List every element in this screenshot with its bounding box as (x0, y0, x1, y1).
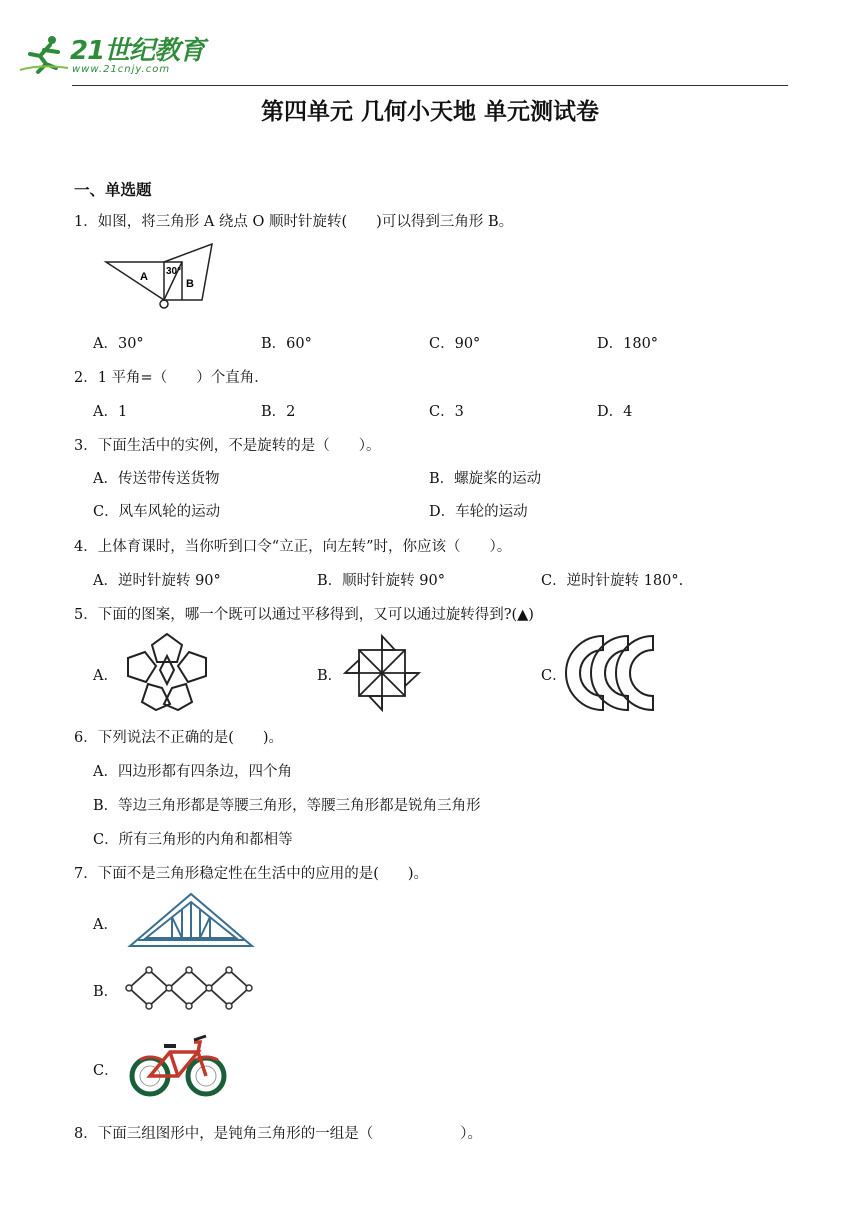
arcs-figure (568, 634, 658, 712)
q2-option-d[interactable]: D．4 (597, 404, 633, 420)
runner-logo-icon (20, 34, 70, 74)
q4-option-b[interactable]: B．顺时针旋转 90° (317, 573, 445, 589)
q7-option-b[interactable]: B． (93, 984, 119, 1000)
header-divider (72, 85, 788, 86)
label-a: A (140, 271, 148, 283)
q6-option-c[interactable]: C．所有三角形的内角和都相等 (93, 832, 293, 848)
q5-option-a[interactable]: A． (93, 668, 118, 684)
q7-option-c[interactable]: C． (93, 1063, 119, 1079)
q5-option-c[interactable]: C． (541, 668, 567, 684)
question-4: 4．上体育课时，当你听到口令“立正，向左转”时，你应该（ ）。 (74, 539, 512, 555)
q2-option-b[interactable]: B．2 (261, 404, 296, 420)
question-3: 3．下面生活中的实例，不是旋转的是（ ）。 (74, 438, 381, 454)
q1-option-b[interactable]: B．60° (261, 336, 312, 352)
q3-option-d[interactable]: D．车轮的运动 (429, 504, 528, 520)
q1-option-c[interactable]: C．90° (429, 336, 481, 352)
label-b: B (186, 278, 194, 290)
q3-option-a[interactable]: A．传送带传送货物 (93, 471, 220, 487)
q2-option-c[interactable]: C．3 (429, 404, 464, 420)
lattice-fence-figure (125, 966, 257, 1010)
q7-option-a[interactable]: A． (93, 917, 118, 933)
q1-option-a[interactable]: A．30° (93, 336, 144, 352)
logo-text: 21世纪教育 (70, 36, 205, 66)
pentagon-flower-figure (122, 632, 212, 712)
q5-option-b[interactable]: B． (317, 668, 343, 684)
question-6: 6．下列说法不正确的是( )。 (74, 730, 284, 746)
logo (20, 30, 220, 80)
q3-option-b[interactable]: B．螺旋桨的运动 (429, 471, 542, 487)
question-7: 7．下面不是三角形稳定性在生活中的应用的是( )。 (74, 866, 429, 882)
q1-option-d[interactable]: D．180° (597, 336, 659, 352)
q4-option-c[interactable]: C．逆时针旋转 180°. (541, 573, 684, 589)
section-heading: 一、单选题 (74, 181, 152, 199)
rotation-triangles-figure (104, 242, 224, 312)
page-title: 第四单元 几何小天地 单元测试卷 (260, 99, 599, 125)
pinwheel-figure (343, 634, 423, 712)
question-2: 2．1 平角=（ ）个直角． (74, 370, 269, 386)
bicycle-figure (128, 1030, 228, 1098)
q6-option-a[interactable]: A．四边形都有四条边，四个角 (93, 764, 292, 780)
question-1: 1．如图，将三角形 A 绕点 O 顺时针旋转( )可以得到三角形 B。 (74, 214, 514, 230)
q2-option-a[interactable]: A．1 (93, 404, 128, 420)
label-angle: 30° (166, 266, 182, 277)
roof-truss-figure (128, 890, 254, 950)
question-8: 8．下面三组图形中，是钝角三角形的一组是（ ）。 (74, 1126, 482, 1142)
q4-option-a[interactable]: A．逆时针旋转 90° (93, 573, 221, 589)
q6-option-b[interactable]: B．等边三角形都是等腰三角形，等腰三角形都是锐角三角形 (93, 798, 481, 814)
q3-option-c[interactable]: C．风车风轮的运动 (93, 504, 221, 520)
logo-url: www.21cnjy.com (72, 64, 171, 75)
question-5: 5．下面的图案，哪一个既可以通过平移得到，又可以通过旋转得到?(▲) (74, 607, 534, 623)
